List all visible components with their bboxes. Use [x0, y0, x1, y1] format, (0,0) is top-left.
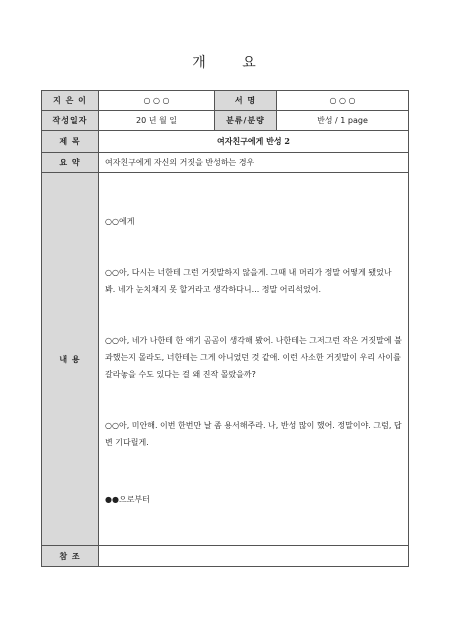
- reference-value: [99, 546, 409, 567]
- letter-paragraph-2: ○○아, 네가 나한테 한 얘기 곰곰이 생각해 봤어. 나한테는 그저그런 작은 거짓말에 불과했는지 몰라도, 너한테는 그게 아니었던 것 같애. 이런 사소한 거짓말이 우리 사이를 갈라놓을 수도 있다는 걸 왜 진작 몰랐을까?: [105, 335, 402, 379]
- date-label: 작성일자: [42, 111, 99, 131]
- overview-form-table: [41, 90, 409, 567]
- letter-paragraph-1: ○○아, 다시는 너한테 그런 거짓말하지 않을게. 그때 내 머리가 정말 어떻게 됐었나 봐. 네가 눈치채지 못 할거라고 생각하다니... 정말 어리석었어.: [105, 267, 392, 294]
- content-body: [99, 173, 409, 546]
- summary-value: 여자친구에게 자신의 거짓을 반성하는 경우: [99, 153, 409, 173]
- category-label: 분류/분량: [215, 111, 277, 131]
- subject-value: 여자친구에게 반성 2: [99, 131, 409, 153]
- document-title: [0, 52, 450, 72]
- subject-row: [42, 131, 409, 153]
- title-char-1: 개: [192, 55, 208, 71]
- signature-value: ○ ○ ○: [277, 91, 409, 111]
- title-char-2: 요: [242, 55, 258, 71]
- subject-label: 제 목: [42, 131, 99, 153]
- date-value: 20 년 월 일: [99, 111, 215, 131]
- content-label: 내 용: [42, 173, 99, 546]
- summary-label: 요 약: [42, 153, 99, 173]
- author-row: [42, 91, 409, 111]
- reference-row: [42, 546, 409, 567]
- content-row: [42, 173, 409, 546]
- author-value: ○ ○ ○: [99, 91, 215, 111]
- letter-closing: ●●으로부터: [105, 494, 150, 504]
- reference-label: 참 조: [42, 546, 99, 567]
- letter-paragraph-3: ○○아, 미안해. 이번 한번만 날 좀 용서해주라. 나, 반성 많이 했어. 정말이야. 그럼, 답변 기다릴게.: [105, 420, 402, 447]
- date-row: [42, 111, 409, 131]
- category-value: 반성 / 1 page: [277, 111, 409, 131]
- summary-row: [42, 153, 409, 173]
- author-label: 지 은 이: [42, 91, 99, 111]
- signature-label: 서 명: [215, 91, 277, 111]
- letter-greeting: ○○에게: [105, 216, 135, 226]
